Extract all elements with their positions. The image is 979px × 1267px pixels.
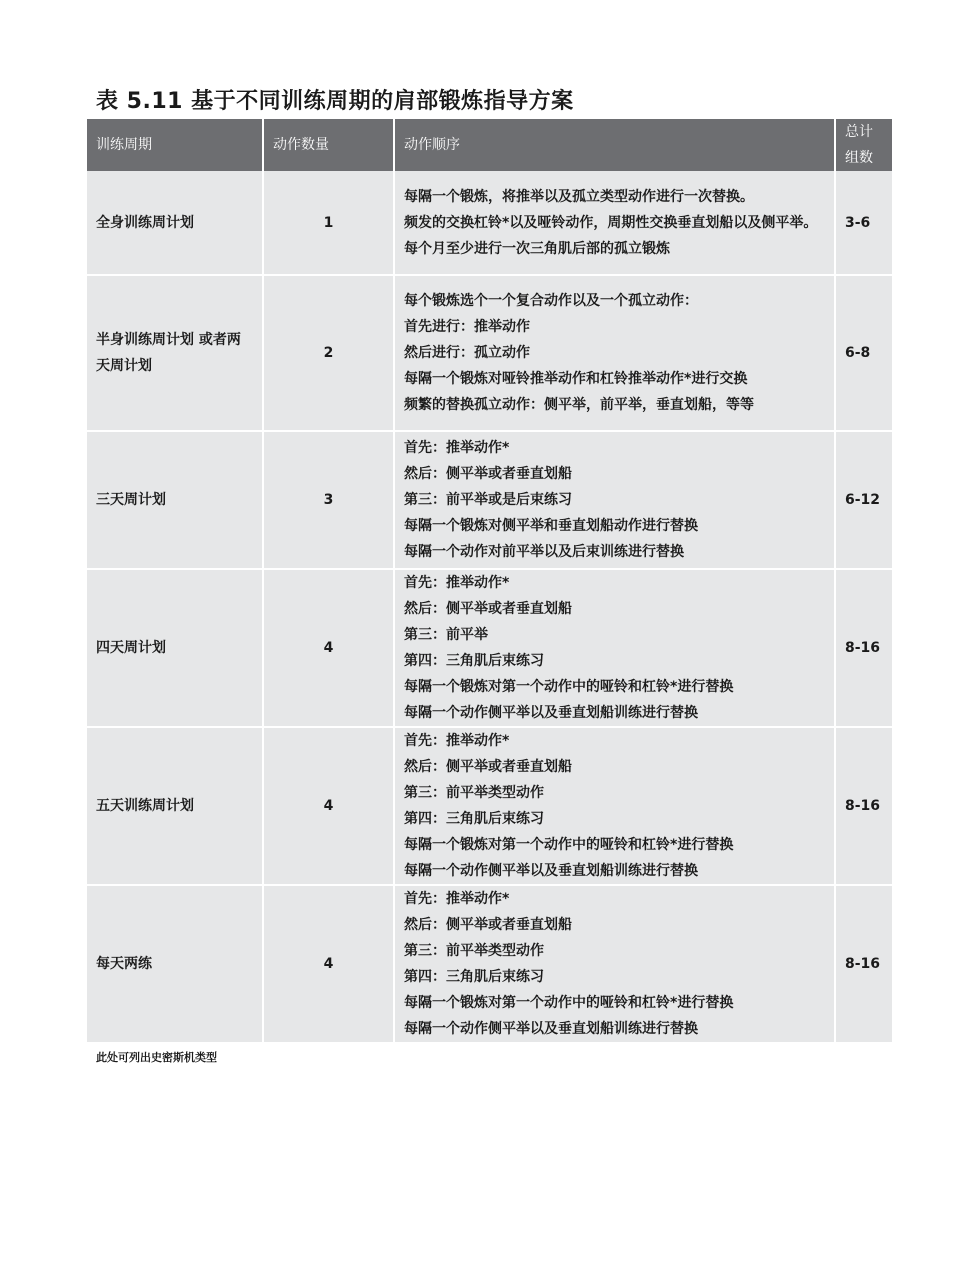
cell-count: 4: [263, 885, 394, 1042]
table-row: [87, 275, 892, 431]
cell-count: 4: [263, 569, 394, 727]
cell-order: [394, 431, 835, 569]
table-row: [87, 431, 892, 569]
order-line: 每隔一个锻炼对侧平举和垂直划船动作进行替换: [404, 518, 698, 534]
order-line: 第三：前平举类型动作: [404, 943, 544, 959]
order-line: 首先：推举动作*: [404, 440, 510, 456]
cell-count: 3: [263, 431, 394, 569]
cell-count: 1: [263, 171, 394, 275]
order-line: 第三：前平举或是后束练习: [404, 492, 572, 508]
order-line: 然后：侧平举或者垂直划船: [404, 601, 572, 617]
cell-sets: 8-16: [835, 727, 892, 885]
cell-order: [394, 275, 835, 431]
table-row: [87, 171, 892, 275]
cell-order: [394, 569, 835, 727]
cell-count: 4: [263, 727, 394, 885]
table-title: 表 5.11 基于不同训练周期的肩部锻炼指导方案: [96, 89, 574, 114]
order-line: 每隔一个锻炼对第一个动作中的哑铃和杠铃*进行替换: [404, 679, 734, 695]
cell-period: 五天训练周计划: [87, 727, 263, 885]
cell-period: 全身训练周计划: [87, 171, 263, 275]
table-row: [87, 569, 892, 727]
order-line: 每隔一个锻炼，将推举以及孤立类型动作进行一次替换。: [404, 188, 754, 205]
cell-period: 四天周计划: [87, 569, 263, 727]
shoulder-plan-table: [87, 119, 892, 1042]
cell-order: [394, 885, 835, 1042]
cell-period: 每天两练: [87, 885, 263, 1042]
order-line: 第四：三角肌后束练习: [404, 653, 544, 669]
period-text: 半身训练周计划 或者两天周计划: [96, 332, 241, 374]
order-line: 每隔一个锻炼对哑铃推举动作和杠铃推举动作*进行交换: [404, 371, 748, 387]
order-line: 首先：推举动作*: [404, 733, 510, 749]
cell-count: 2: [263, 275, 394, 431]
cell-period: [87, 275, 263, 431]
order-line: 首先：推举动作*: [404, 891, 510, 907]
order-line: 每隔一个锻炼对第一个动作中的哑铃和杠铃*进行替换: [404, 837, 734, 853]
order-line: 首先：推举动作*: [404, 575, 510, 591]
footnote: 此处可列出史密斯机类型: [96, 1051, 217, 1064]
header-period: 训练周期: [87, 119, 263, 171]
table-row: [87, 885, 892, 1042]
order-line: 每隔一个动作侧平举以及垂直划船训练进行替换: [404, 1021, 698, 1037]
order-line: 频繁的替换孤立动作：侧平举，前平举，垂直划船，等等: [404, 397, 754, 413]
cell-sets: 3-6: [835, 171, 892, 275]
cell-order: [394, 171, 835, 275]
header-count: 动作数量: [263, 119, 394, 171]
cell-period: 三天周计划: [87, 431, 263, 569]
cell-sets: 8-16: [835, 885, 892, 1042]
cell-sets: 8-16: [835, 569, 892, 727]
order-line: 每隔一个动作侧平举以及垂直划船训练进行替换: [404, 863, 698, 879]
cell-sets: 6-12: [835, 431, 892, 569]
order-line: 然后：侧平举或者垂直划船: [404, 466, 572, 482]
table-row: [87, 727, 892, 885]
order-line: 每隔一个动作侧平举以及垂直划船训练进行替换: [404, 705, 698, 721]
cell-order: [394, 727, 835, 885]
order-line: 每隔一个动作对前平举以及后束训练进行替换: [404, 544, 684, 560]
order-line: 每个锻炼选个一个复合动作以及一个孤立动作：: [404, 293, 698, 309]
order-line: 第四：三角肌后束练习: [404, 969, 544, 985]
order-line: 第三：前平举: [404, 627, 488, 643]
cell-sets: 6-8: [835, 275, 892, 431]
header-order: 动作顺序: [394, 119, 835, 171]
header-sets: 总计组数: [835, 119, 892, 171]
order-line: 每隔一个锻炼对第一个动作中的哑铃和杠铃*进行替换: [404, 995, 734, 1011]
order-line: 然后：侧平举或者垂直划船: [404, 759, 572, 775]
order-line: 每个月至少进行一次三角肌后部的孤立锻炼: [404, 240, 670, 257]
order-line: 然后进行：孤立动作: [404, 345, 530, 361]
order-line: 频发的交换杠铃*以及哑铃动作，周期性交换垂直划船以及侧平举。: [404, 214, 818, 231]
order-line: 然后：侧平举或者垂直划船: [404, 917, 572, 933]
table-header-row: [87, 119, 892, 171]
order-line: 第四：三角肌后束练习: [404, 811, 544, 827]
order-line: 首先进行：推举动作: [404, 319, 530, 335]
order-line: 第三：前平举类型动作: [404, 785, 544, 801]
